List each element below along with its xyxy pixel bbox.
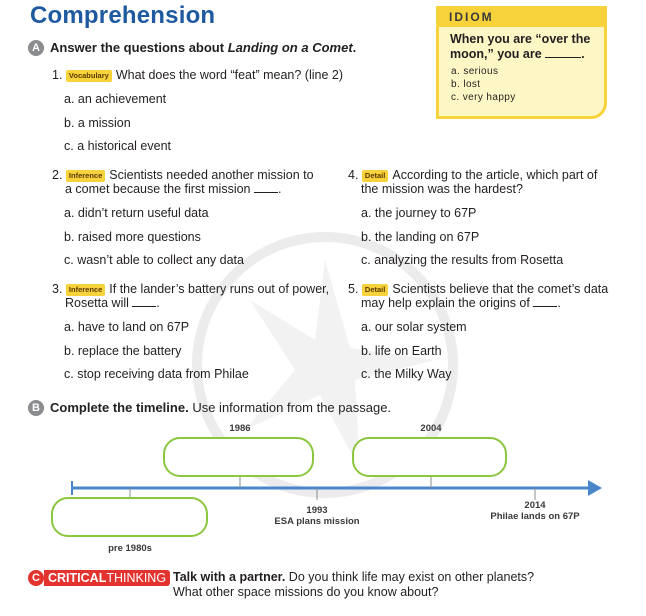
section-b-instruction: Complete the timeline. Use information from the passage. bbox=[50, 400, 392, 415]
answer-option[interactable]: c. the Milky Way bbox=[361, 367, 452, 381]
timeline-label-1986: 1986 bbox=[229, 423, 251, 434]
timeline-answer-box-pre1980s[interactable] bbox=[51, 497, 208, 537]
inference-tag: Inference bbox=[66, 170, 105, 182]
section-c-badge: C bbox=[28, 570, 44, 586]
answer-option[interactable]: c. wasn’t able to collect any data bbox=[64, 253, 244, 267]
answer-option[interactable]: a. didn’t return useful data bbox=[64, 206, 209, 220]
timeline-label-2004: 2004 bbox=[420, 423, 442, 434]
answer-option[interactable]: b. a mission bbox=[64, 116, 131, 130]
section-b-badge: B bbox=[28, 400, 44, 416]
answer-option[interactable]: c. a historical event bbox=[64, 139, 171, 153]
section-a-badge: A bbox=[28, 40, 44, 56]
critical-thinking-badge: CRITICALTHINKING bbox=[44, 570, 170, 586]
detail-tag: Detail bbox=[362, 170, 388, 182]
answer-option[interactable]: b. life on Earth bbox=[361, 344, 442, 358]
page-title: Comprehension bbox=[30, 2, 216, 29]
answer-option[interactable]: a. have to land on 67P bbox=[64, 320, 190, 334]
answer-option[interactable]: b. replace the battery bbox=[64, 344, 182, 358]
inference-tag: Inference bbox=[66, 284, 105, 296]
answer-option[interactable]: a. the journey to 67P bbox=[361, 206, 477, 220]
timeline bbox=[0, 420, 646, 560]
answer-option[interactable]: c. analyzing the results from Rosetta bbox=[361, 253, 564, 267]
answer-option[interactable]: a. an achievement bbox=[64, 92, 167, 106]
question-5: 5. Detail Scientists believe that the comet’s data may help explain the origins of . bbox=[348, 282, 609, 310]
section-a-instruction: Answer the questions about Landing on a Comet. bbox=[50, 40, 357, 55]
timeline-answer-box-1986[interactable] bbox=[163, 437, 314, 477]
timeline-label-1993: 1993 ESA plans mission bbox=[274, 505, 360, 527]
idiom-prompt: When you are “over the moon,” you are . bbox=[450, 32, 591, 61]
timeline-label-2014: 2014 Philae lands on 67P bbox=[490, 500, 580, 522]
idiom-option: c. very happy bbox=[451, 92, 516, 103]
idiom-header: IDIOM bbox=[439, 9, 604, 27]
vocabulary-tag: Vocabulary bbox=[66, 70, 112, 82]
detail-tag: Detail bbox=[362, 284, 388, 296]
question-2: 2. Inference Scientists needed another mission to a comet because the first mission . bbox=[52, 168, 314, 196]
section-c-instruction: Talk with a partner. Do you think life may exist on other planets? What other space missions do you know about? bbox=[173, 570, 535, 599]
answer-option[interactable]: b. the landing on 67P bbox=[361, 230, 480, 244]
question-1: 1. Vocabulary What does the word “feat” mean? (line 2) bbox=[52, 68, 344, 82]
idiom-option: b. lost bbox=[451, 79, 481, 90]
answer-option[interactable]: c. stop receiving data from Philae bbox=[64, 367, 249, 381]
idiom-box bbox=[436, 6, 607, 119]
question-4: 4. Detail According to the article, which part of the mission was the hardest? bbox=[348, 168, 598, 196]
answer-option[interactable]: b. raised more questions bbox=[64, 230, 201, 244]
idiom-option: a. serious bbox=[451, 66, 499, 77]
timeline-label-pre1980s: pre 1980s bbox=[108, 543, 152, 554]
timeline-arrowhead bbox=[588, 480, 602, 496]
question-3: 3. Inference If the lander’s battery runs out of power, Rosetta will . bbox=[52, 282, 330, 310]
timeline-answer-box-2004[interactable] bbox=[352, 437, 507, 477]
answer-option[interactable]: a. our solar system bbox=[361, 320, 467, 334]
